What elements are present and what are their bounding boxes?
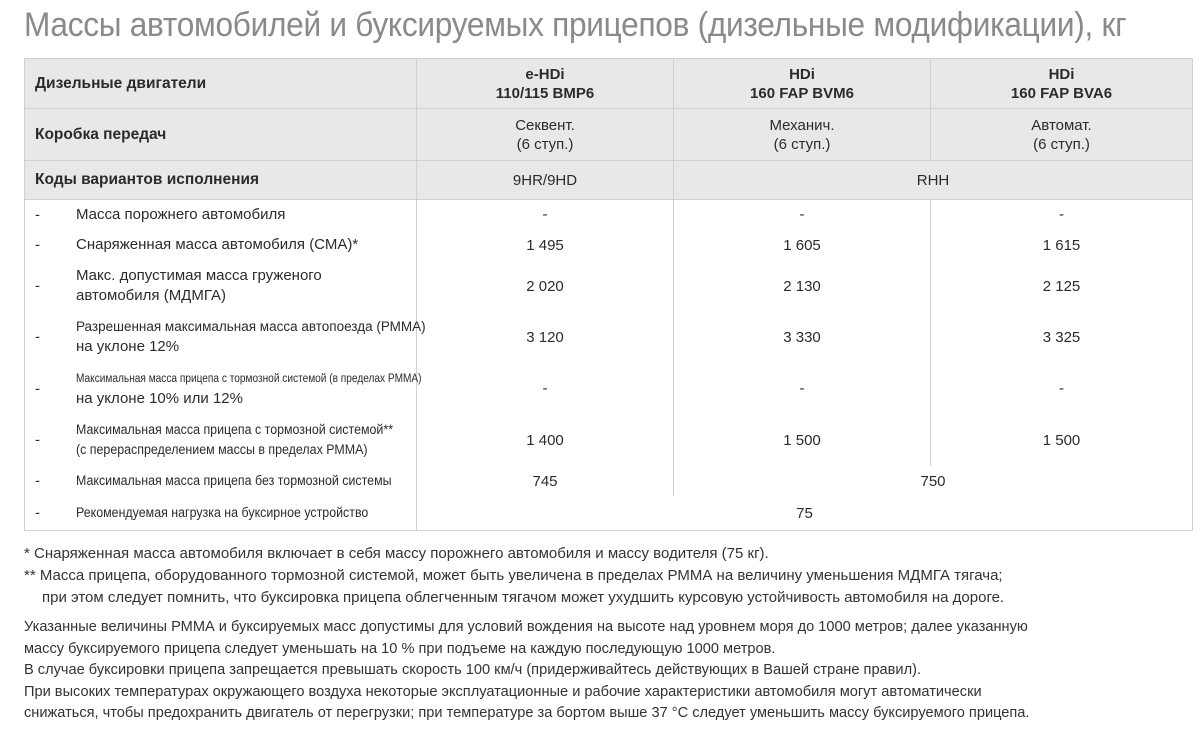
engine-col-1: e-HDi 110/115 BMP6: [417, 59, 674, 109]
note-temperature-line-1: При высоких температурах окружающего воздуха некоторые эксплуатационные и рабочие характеристики автомобиля могут автоматически: [24, 683, 982, 700]
table-row: [25, 414, 1193, 466]
row-value-3: 1 615: [931, 229, 1193, 261]
codes-row: [25, 161, 1193, 200]
row-value-3: -: [931, 363, 1193, 414]
table-row: [25, 496, 1193, 531]
row-dash: -: [35, 236, 40, 254]
footnote-2-line-2: при этом следует помнить, что буксировка прицепа облегченным тягачом может ухудшить курсовую устойчивость автомобиля на дороге.: [42, 589, 1005, 606]
row-dash: -: [35, 328, 40, 346]
engine-row-label: Дизельные двигатели: [25, 59, 417, 109]
row-label: Разрешенная максимальная масса автопоезда (РММА) на уклоне 12%: [76, 319, 426, 355]
engine-row: [25, 59, 1193, 109]
note-speed: В случае буксировки прицепа запрещается превышать скорость 100 км/ч (придерживайтесь действующих в Вашей стране правил).: [24, 662, 922, 678]
row-value-2: -: [674, 363, 931, 414]
engine-col-2: HDi 160 FAP BVM6: [674, 59, 931, 109]
table-row: [25, 229, 1193, 261]
gearbox-col-2: Механич. (6 ступ.): [674, 109, 931, 161]
row-value-1: -: [417, 363, 674, 414]
table-row: [25, 363, 1193, 414]
row-value-1: 3 120: [417, 311, 674, 363]
row-value-1: 2 020: [417, 261, 674, 311]
gearbox-col-1: Секвент. (6 ступ.): [417, 109, 674, 161]
table-row: [25, 261, 1193, 311]
row-label: Макс. допустимая масса груженого автомобиля (МДМГА): [76, 267, 322, 304]
row-value-1: 1 400: [417, 414, 674, 466]
row-value-1-2-3: 75: [417, 496, 1193, 531]
codes-col-1: 9HR/9HD: [417, 161, 674, 200]
footnote-1: * Снаряженная масса автомобиля включает в себя массу порожнего автомобиля и массу водителя (75 кг).: [24, 545, 769, 562]
row-dash: -: [35, 472, 40, 490]
row-label: Максимальная масса прицепа с тормозной системой** (с перераспределением массы в пределах РММА): [76, 422, 394, 457]
table-row: [25, 200, 1193, 230]
row-value-1: 1 495: [417, 229, 674, 261]
row-label: Снаряженная масса автомобиля (СМА)*: [76, 236, 359, 253]
table-row: [25, 311, 1193, 363]
row-value-2: 1 605: [674, 229, 931, 261]
row-dash: -: [35, 431, 40, 449]
table-row: [25, 466, 1193, 496]
row-dash: -: [35, 504, 40, 522]
row-value-2: 2 130: [674, 261, 931, 311]
row-label: Максимальная масса прицепа без тормозной системы: [76, 473, 392, 488]
row-label: Максимальная масса прицепа с тормозной системой (в пределах РММА) на уклоне 10% или 12%: [76, 373, 422, 407]
gearbox-row-label: Коробка передач: [25, 109, 417, 161]
mass-spec-table: [24, 58, 1193, 531]
row-value-3: 1 500: [931, 414, 1193, 466]
engine-col-3: HDi 160 FAP BVA6: [931, 59, 1193, 109]
row-value-3: -: [931, 200, 1193, 230]
row-value-2: 1 500: [674, 414, 931, 466]
gearbox-col-3: Автомат. (6 ступ.): [931, 109, 1193, 161]
row-value-3: 2 125: [931, 261, 1193, 311]
row-value-2-3: 750: [674, 466, 1193, 496]
row-label: Рекомендуемая нагрузка на буксирное устройство: [76, 505, 369, 520]
footnote-2-line-1: ** Масса прицепа, оборудованного тормозной системой, может быть увеличена в пределах РММА на величину уменьшения МДМГА тягача;: [24, 567, 1003, 584]
row-value-2: -: [674, 200, 931, 230]
page-title: Массы автомобилей и буксируемых прицепов (дизельные модификации), кг: [24, 6, 1127, 44]
footnotes: [24, 543, 1194, 725]
note-temperature-line-2: снижаться, чтобы предохранить двигатель от перегрузки; при температуре за бортом выше 37 °С следует уменьшить массу буксируемого прицепа.: [24, 705, 1030, 721]
codes-col-2-3: RHH: [674, 161, 1193, 200]
row-dash: -: [35, 380, 40, 397]
note-altitude-line-1: Указанные величины РММА и буксируемых масс допустимы для условий вождения на высоте над уровнем моря до 1000 метров; далее указанную: [24, 619, 1028, 635]
codes-row-label: Коды вариантов исполнения: [25, 161, 417, 200]
row-dash: -: [35, 277, 40, 295]
note-altitude-line-2: массу буксируемого прицепа следует уменьшать на 10 % при подъеме на каждую последующую 1000 метров.: [24, 640, 776, 657]
row-dash: -: [35, 206, 40, 223]
row-label: Масса порожнего автомобиля: [76, 205, 286, 223]
row-value-1: 745: [417, 466, 674, 496]
row-value-3: 3 325: [931, 311, 1193, 363]
gearbox-row: [25, 109, 1193, 161]
row-value-2: 3 330: [674, 311, 931, 363]
row-value-1: -: [417, 200, 674, 230]
